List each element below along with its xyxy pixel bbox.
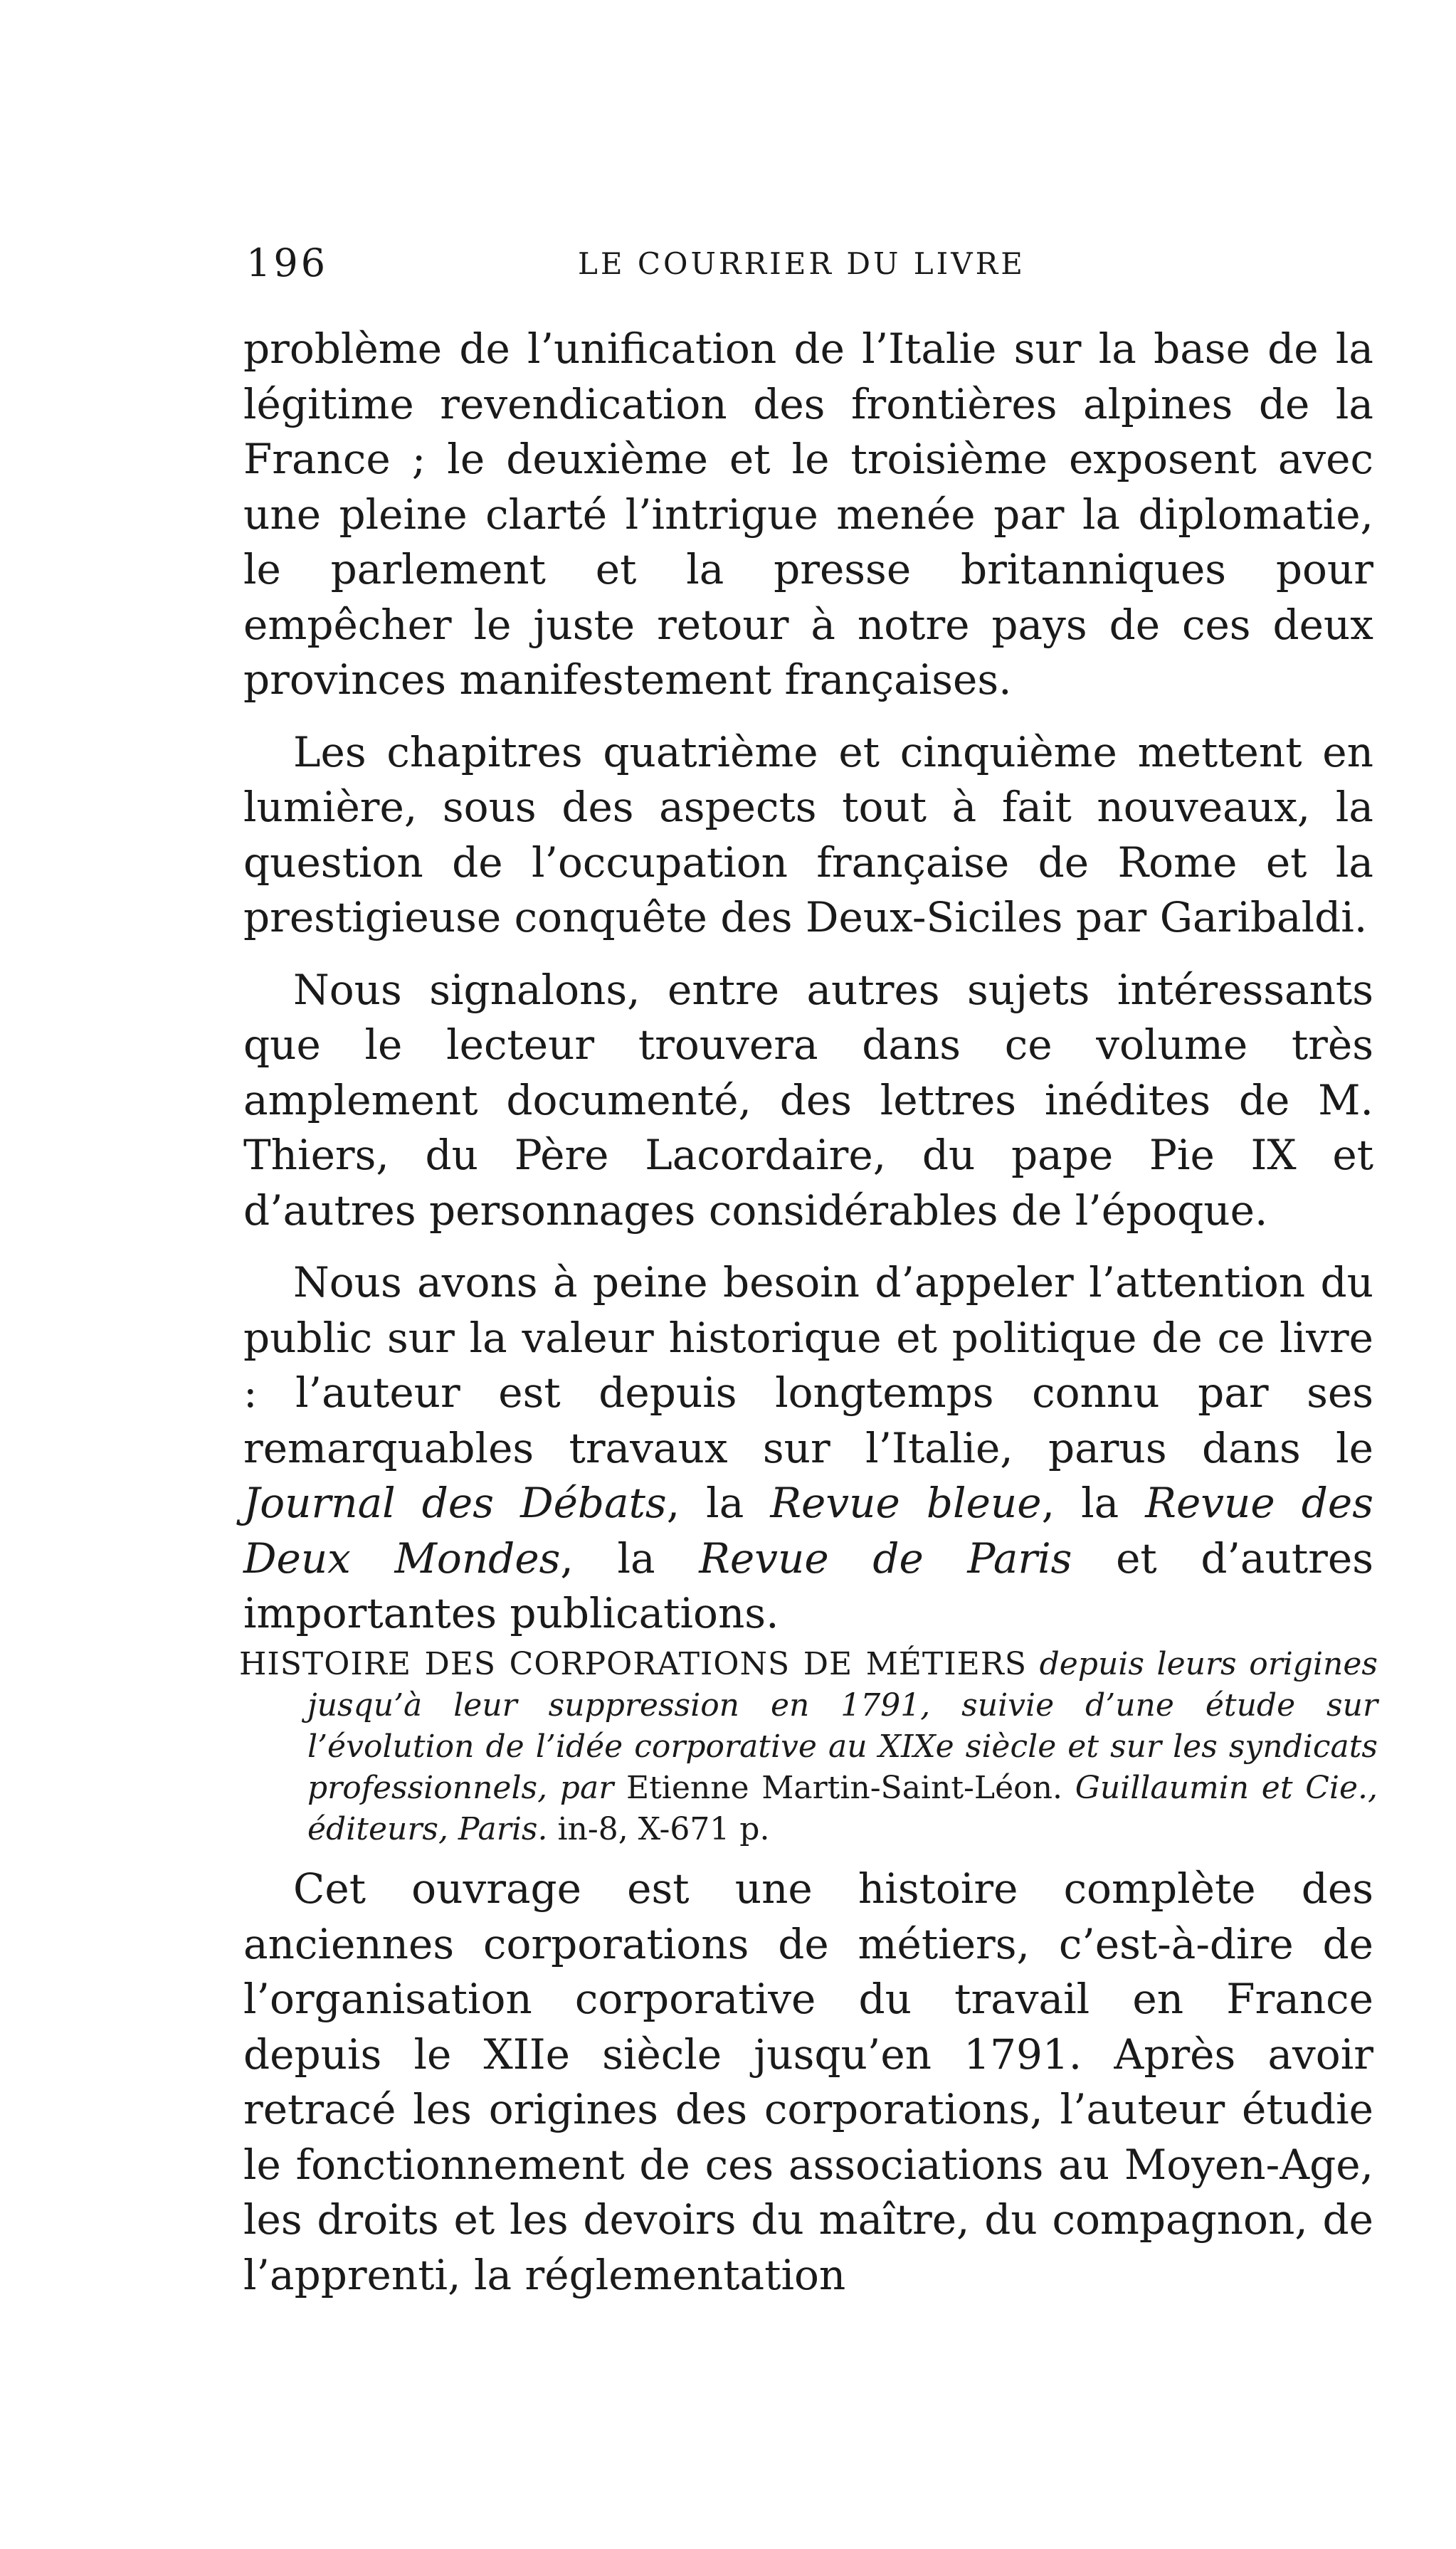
running-header [246,241,1371,290]
journal-title: Revue bleue [770,1479,1042,1527]
running-title: LE COURRIER DU LIVRE [578,246,1025,281]
paragraph-text: Nous avons à peine besoin d’appeler l’attention du public sur la valeur historique et politique de ce livre : l’auteur est depuis longtemps connu par ses remarquables travaux sur l’Italie, parus dans le [243,1258,1373,1472]
review-corporations [243,1862,1373,2320]
page-number: 196 [246,241,329,285]
paragraph-unification: problème de l’unification de l’Italie sur la base de la légitime revendication des frontières alpines de la France ; le deuxième et le troisième exposent avec une pleine clarté l’intrigue menée par la diplomatie, le parlement et la presse britanniques pour empêcher le juste retour à notre pays de ces deux provinces manifestement françaises. [243,324,1373,704]
journal-title: Journal des Débats [243,1479,667,1527]
separator: , la [560,1534,700,1583]
paragraph-letters: Nous signalons, entre autres sujets intéressants que le lecteur trouvera dans ce volume très amplement documenté, des lettres inédites de M. Thiers, du Père Lacordaire, du pape Pie IX et d’autres personnages considérables de l’époque. [243,965,1373,1235]
paragraph-author-works [243,1255,1373,1642]
book-title: HISTOIRE DES CORPORATIONS DE MÉTIERS [239,1646,1028,1682]
book-format: in-8, X-671 p. [547,1811,770,1847]
book-subtitle: depuis leurs origines jusqu’à leur suppression en 1791, suivie d’une étude sur l’évolution de l’idée corporative au XIXe siècle et sur les syndicats professionnels, par [307,1646,1378,1806]
book-publisher: Guillaumin et Cie., éditeurs, Paris. [307,1770,1378,1847]
paragraph-text: et d’autres importantes publications. [243,1534,1373,1637]
journal-title: Revue des Deux Mondes [243,1479,1373,1583]
bibliographic-entry [239,1644,1378,1850]
review-continuation [243,322,1373,1659]
paragraph-chapters: Les chapitres quatrième et cinquième mettent en lumière, sous des aspects tout à fait nouveaux, la question de l’occupation française de Rome et la prestigieuse conquête des Deux-Siciles par Garibaldi. [243,727,1373,941]
journal-title: Revue de Paris [699,1534,1072,1583]
paragraph-corporations: Cet ouvrage est une histoire complète des anciennes corporations de métiers, c’est-à-dire de l’organisation corporative du travail en France depuis le XIIe siècle jusqu’en 1791. Après avoir retracé les origines des corporations, l’auteur étudie le fonctionnement de ces associations au Moyen-Age, les droits et les devoirs du maître, du compagnon, de l’apprenti, la réglementation [243,1864,1373,2299]
separator: , la [1041,1479,1146,1527]
book-author: Etienne Martin-Saint-Léon. [613,1770,1075,1806]
separator: , la [666,1479,771,1527]
